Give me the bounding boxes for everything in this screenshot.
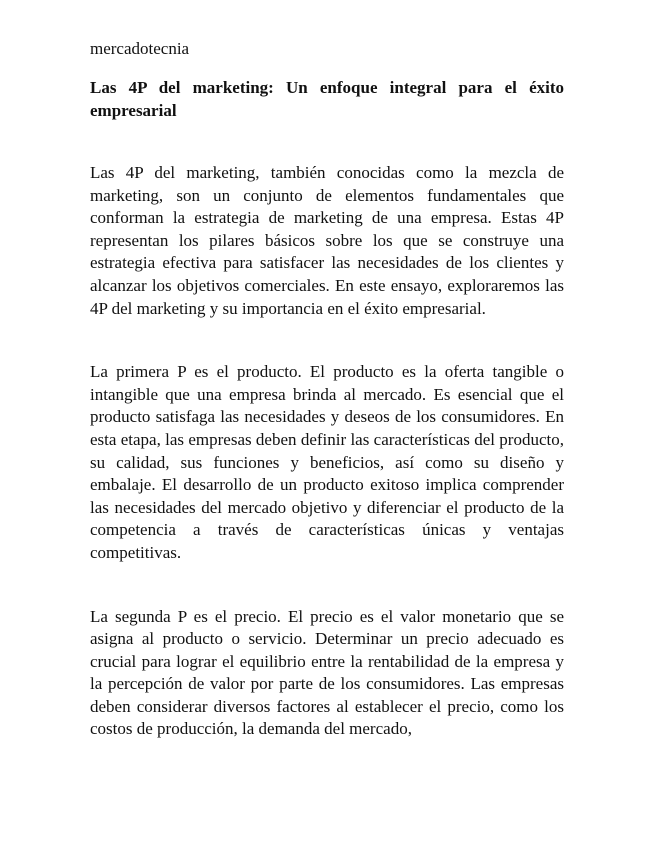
paragraph-intro: Las 4P del marketing, también conocidas como la mezcla de marketing, son un conjunto de elementos fundamentales que conforman la estrategia de marketing de una empresa. Estas 4P representan los pilares básicos sobre los que se construye una estrategia efectiva para satisfacer las necesidades de los clientes y alcanzar los objetivos comerciales. En este ensayo, exploraremos las 4P del marketing y su importancia en el éxito empresarial. [90,163,564,318]
document-page [90,38,564,782]
document-category: mercadotecnia [90,39,190,58]
document-title: Las 4P del marketing: Un enfoque integral para el éxito empresarial [90,78,564,120]
paragraph-price: La segunda P es el precio. El precio es el valor monetario que se asigna al producto o servicio. Determinar un precio adecuado es crucial para lograr el equilibrio entre la rentabilidad de la empresa y la percepción de valor por parte de los consumidores. Las empresas deben considerar diversos factores al establecer el precio, como los costos de producción, la demanda del mercado, [90,606,564,739]
paragraph-product: La primera P es el producto. El producto es la oferta tangible o intangible que una empresa brinda al mercado. Es esencial que el producto satisfaga las necesidades y deseos de los consumidores. En esta etapa, las empresas deben definir las características del producto, su calidad, sus funciones y beneficios, así como su diseño y embalaje. El desarrollo de un producto exitoso implica comprender las necesidades del mercado objetivo y diferenciar el producto de la competencia a través de características únicas y ventajas competitivas. [90,362,564,562]
